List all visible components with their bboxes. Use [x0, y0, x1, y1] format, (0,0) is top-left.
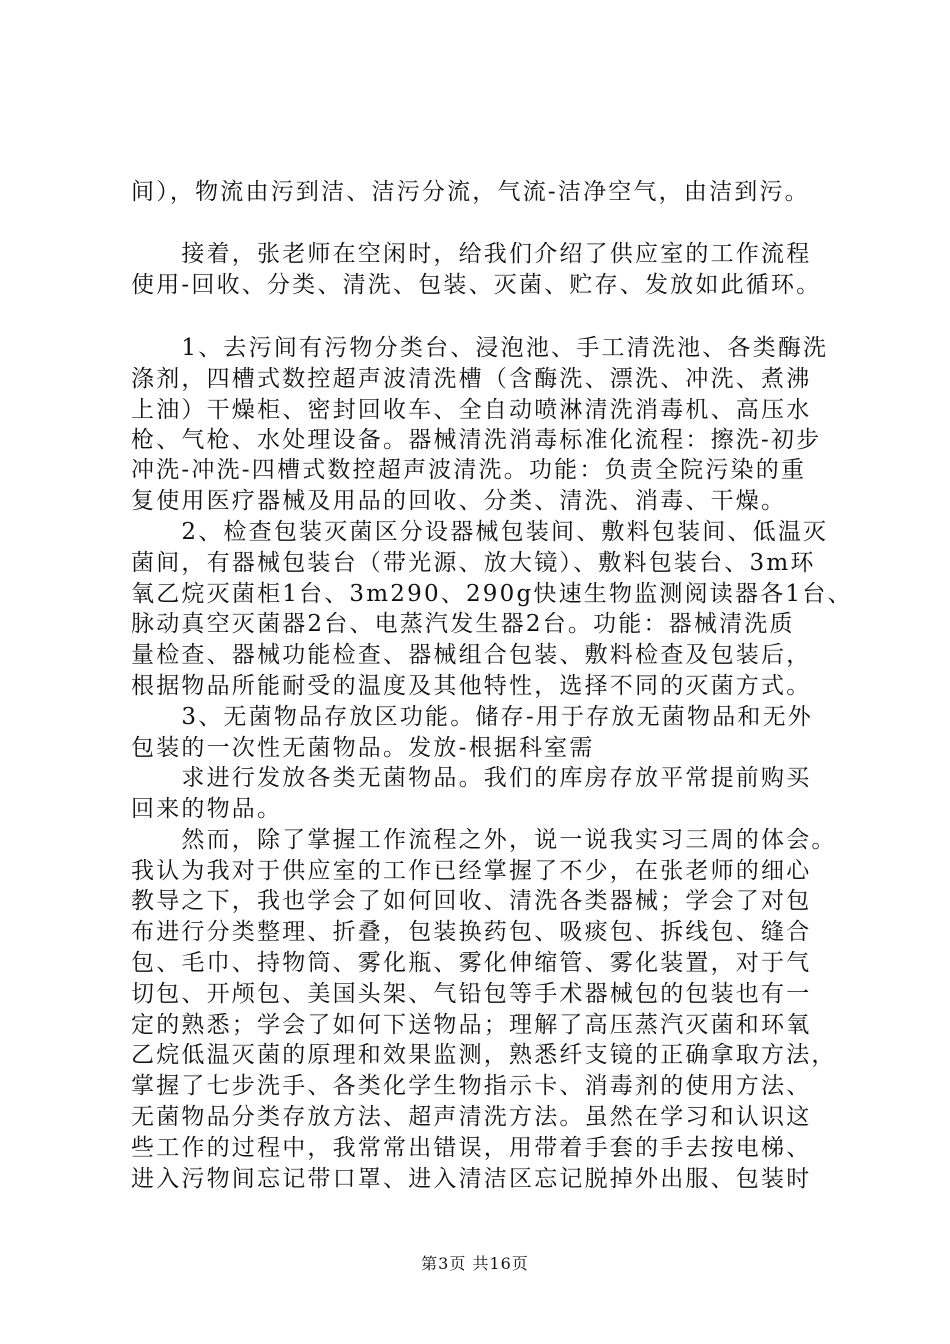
- text-line: 根据物品所能耐受的温度及其他特性，选择不同的灭菌方式。: [131, 673, 812, 699]
- text-line: 定的熟悉；学会了如何下送物品；理解了高压蒸汽灭菌和环氧: [131, 1012, 812, 1038]
- text-line: 2、检查包装灭菌区分设器械包装间、敷料包装间、低温灭: [131, 519, 829, 545]
- text-line: 脉动真空灭菌器2台、电蒸汽发生器2台。功能：器械清洗质: [131, 611, 795, 637]
- text-line: 包装的一次性无菌物品。发放-根据科室需: [131, 735, 595, 761]
- text-line: 冲洗-冲洗-四槽式数控超声波清洗。功能：负责全院污染的重: [131, 457, 807, 483]
- text-line: 量检查、器械功能检查、器械组合包装、敷料检查及包装后，: [131, 642, 812, 668]
- text-line: 布进行分类整理、折叠，包装换药包、吸痰包、拆线包、缝合: [131, 919, 812, 945]
- text-line: 些工作的过程中，我常常出错误，用带着手套的手去按电梯、: [131, 1135, 812, 1161]
- text-line: 枪、气枪、水处理设备。器械清洗消毒标准化流程：擦洗-初步: [131, 427, 822, 453]
- text-line: 上油）干燥柜、密封回收车、全自动喷淋清洗消毒机、高压水: [131, 397, 812, 423]
- text-line: 3、无菌物品存放区功能。储存-用于存放无菌物品和无外: [131, 704, 814, 730]
- text-line: 复使用医疗器械及用品的回收、分类、清洗、消毒、干燥。: [131, 488, 787, 514]
- page-number-footer: 第3页 共16页: [421, 1254, 529, 1273]
- text-line: 接着，张老师在空闲时，给我们介绍了供应室的工作流程: [131, 241, 812, 267]
- text-line: 1、去污间有污物分类台、浸泡池、手工清洗池、各类酶洗: [131, 335, 829, 361]
- text-line: 教导之下，我也学会了如何回收、清洗各类器械；学会了对包: [131, 888, 812, 914]
- text-line: 切包、开颅包、美国头架、气铅包等手术器械包的包装也有一: [131, 981, 812, 1007]
- text-line: 无菌物品分类存放方法、超声清洗方法。虽然在学习和认识这: [131, 1104, 812, 1130]
- text-line: 我认为我对于供应室的工作已经掌握了不少，在张老师的细心: [131, 858, 812, 884]
- text-line: 然而，除了掌握工作流程之外，说一说我实习三周的体会。: [131, 827, 837, 853]
- text-line: 使用-回收、分类、清洗、包装、灭菌、贮存、发放如此循环。: [131, 272, 822, 298]
- text-line: 涤剂，四槽式数控超声波清洗槽（含酶洗、漂洗、冲洗、煮沸: [131, 366, 812, 392]
- text-line: 间），物流由污到洁、洁污分流，气流-洁净空气，由洁到污。: [131, 179, 810, 205]
- text-line: 菌间，有器械包装台（带光源、放大镜）、敷料包装台、3m环: [131, 550, 816, 576]
- text-line: 求进行发放各类无菌物品。我们的库房存放平常提前购买: [131, 765, 812, 791]
- text-line: 氧乙烷灭菌柜1台、3m290、290g快速生物监测阅读器各1台、: [131, 581, 853, 607]
- text-line: 回来的物品。: [131, 796, 283, 822]
- text-line: 进入污物间忘记带口罩、进入清洁区忘记脱掉外出服、包装时: [131, 1166, 812, 1192]
- text-line: 包、毛巾、持物筒、雾化瓶、雾化伸缩管、雾化装置，对于气: [131, 950, 812, 976]
- text-line: 掌握了七步洗手、各类化学生物指示卡、消毒剂的使用方法、: [131, 1073, 812, 1099]
- text-line: 乙烷低温灭菌的原理和效果监测，熟悉纤支镜的正确拿取方法，: [131, 1042, 837, 1068]
